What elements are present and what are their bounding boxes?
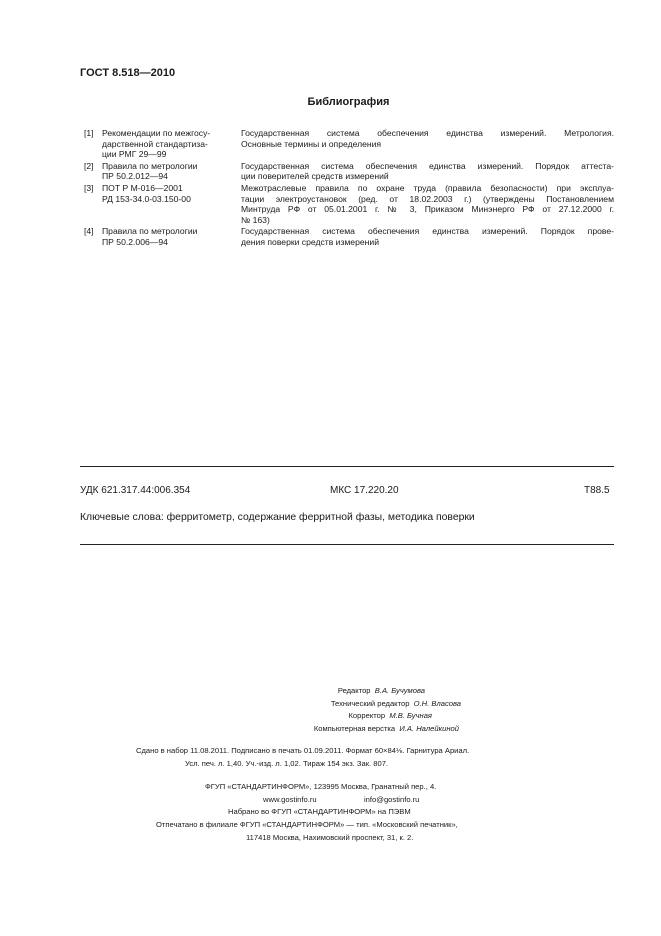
entry-reference-line: Правила по метрологии <box>102 160 198 171</box>
entry-description-line: Основные термины и определения <box>241 138 382 149</box>
entry-description <box>241 128 614 160</box>
entry-description-line: дения поверки средств измерений <box>241 236 379 247</box>
bibliography-list <box>84 128 614 249</box>
credit-label: Редактор <box>337 686 371 695</box>
entry-description <box>241 161 614 182</box>
entry-reference <box>102 226 242 247</box>
classification-code: Т88.5 <box>584 485 610 496</box>
publisher-line: 117418 Москва, Нахимовский проспект, 31, к. 2. <box>246 832 414 842</box>
entry-description <box>241 183 614 225</box>
credit-name: И.А. Налейкиной <box>399 724 459 734</box>
publisher-email: info@gostinfo.ru <box>364 794 420 804</box>
bibliography-entry <box>84 161 614 182</box>
keywords: Ключевые слова: ферритометр, содержание ферритной фазы, методика поверки <box>80 512 475 523</box>
entry-reference-line: Правила по метрологии <box>102 226 198 237</box>
entry-reference-line: Рекомендации по межгосу- <box>102 128 211 138</box>
publisher-line: Набрано во ФГУП «СТАНДАРТИНФОРМ» на ПЭВМ <box>228 807 411 817</box>
entry-description-line: Межотраслевые правила по охране труда (правила безопасности) при эксплуа- <box>241 182 614 193</box>
entry-description-line: Государственная система обеспечения единства измерений. Метрология. <box>241 128 614 138</box>
credit-name: М.В. Бучная <box>389 711 432 721</box>
print-info-line: Усл. печ. л. 1,40. Уч.-изд. л. 1,02. Тираж 154 экз. Зак. 807. <box>185 758 389 768</box>
entry-number: [1] <box>84 128 94 138</box>
document-header: ГОСТ 8.518—2010 <box>80 67 176 79</box>
credit-editor <box>338 685 425 698</box>
publisher-line: ФГУП «СТАНДАРТИНФОРМ», 123995 Москва, Гранатный пер., 4. <box>205 782 437 791</box>
credit-layout <box>314 723 459 736</box>
bibliography-entry <box>84 183 614 225</box>
print-info-line: Сдано в набор 11.08.2011. Подписано в печать 01.09.2011. Формат 60×84⅛. Гарнитура Ариал. <box>136 746 470 755</box>
entry-reference-line: ПОТ Р М-016—2001 <box>102 182 183 193</box>
divider-bottom <box>80 544 614 545</box>
entry-description-line: Минтруда РФ от 05.01.2001 г. № 3, Приказом Минэнерго РФ от 27.12.2000 г. <box>241 204 614 215</box>
credit-label: Технический редактор <box>330 698 410 708</box>
credit-label: Корректор <box>348 711 386 721</box>
entry-description-line: № 163) <box>241 214 270 225</box>
publisher-site: www.gostinfo.ru <box>263 794 317 804</box>
entry-reference <box>102 128 242 160</box>
udk-code: УДК 621.317.44:006.354 <box>80 485 191 496</box>
entry-number: [3] <box>84 182 94 193</box>
credit-corrector <box>349 710 433 723</box>
credit-name: В.А. Бучумова <box>374 686 425 695</box>
entry-reference-line: ции РМГ 29—99 <box>102 149 167 160</box>
credit-tech-editor <box>331 698 461 711</box>
bibliography-entry <box>84 226 614 247</box>
entry-number: [2] <box>84 160 94 171</box>
entry-reference <box>102 161 242 182</box>
bibliography-entry <box>84 128 614 160</box>
entry-description <box>241 226 614 247</box>
entry-number: [4] <box>84 226 94 237</box>
entry-reference-line: ПР 50.2.012—94 <box>102 171 168 182</box>
entry-reference <box>102 183 242 204</box>
publisher-line: Отпечатано в филиале ФГУП «СТАНДАРТИНФОРМ» — тип. «Московский печатник», <box>156 820 458 830</box>
entry-reference-line: дарственной стандартиза- <box>102 138 208 149</box>
entry-reference-line: РД 153-34.0-03.150-00 <box>102 193 191 204</box>
entry-description-line: ции поверителей средств измерений <box>241 171 389 182</box>
entry-description-line: Государственная система обеспечения единства измерений. Порядок аттеста- <box>241 160 614 171</box>
bibliography-title: Библиография <box>307 96 390 108</box>
entry-reference-line: ПР 50.2.006—94 <box>102 236 168 247</box>
mks-code: МКС 17.220.20 <box>330 485 399 496</box>
divider-top <box>80 466 614 467</box>
entry-description-line: Государственная система обеспечения единства измерений. Порядок прове- <box>241 226 614 237</box>
credit-name: О.Н. Власова <box>413 698 461 708</box>
entry-description-line: тации электроустановок (ред. от 18.02.2003 г.) (утверждены Постановлением <box>241 193 614 204</box>
credit-label: Компьютерная верстка <box>313 724 396 734</box>
